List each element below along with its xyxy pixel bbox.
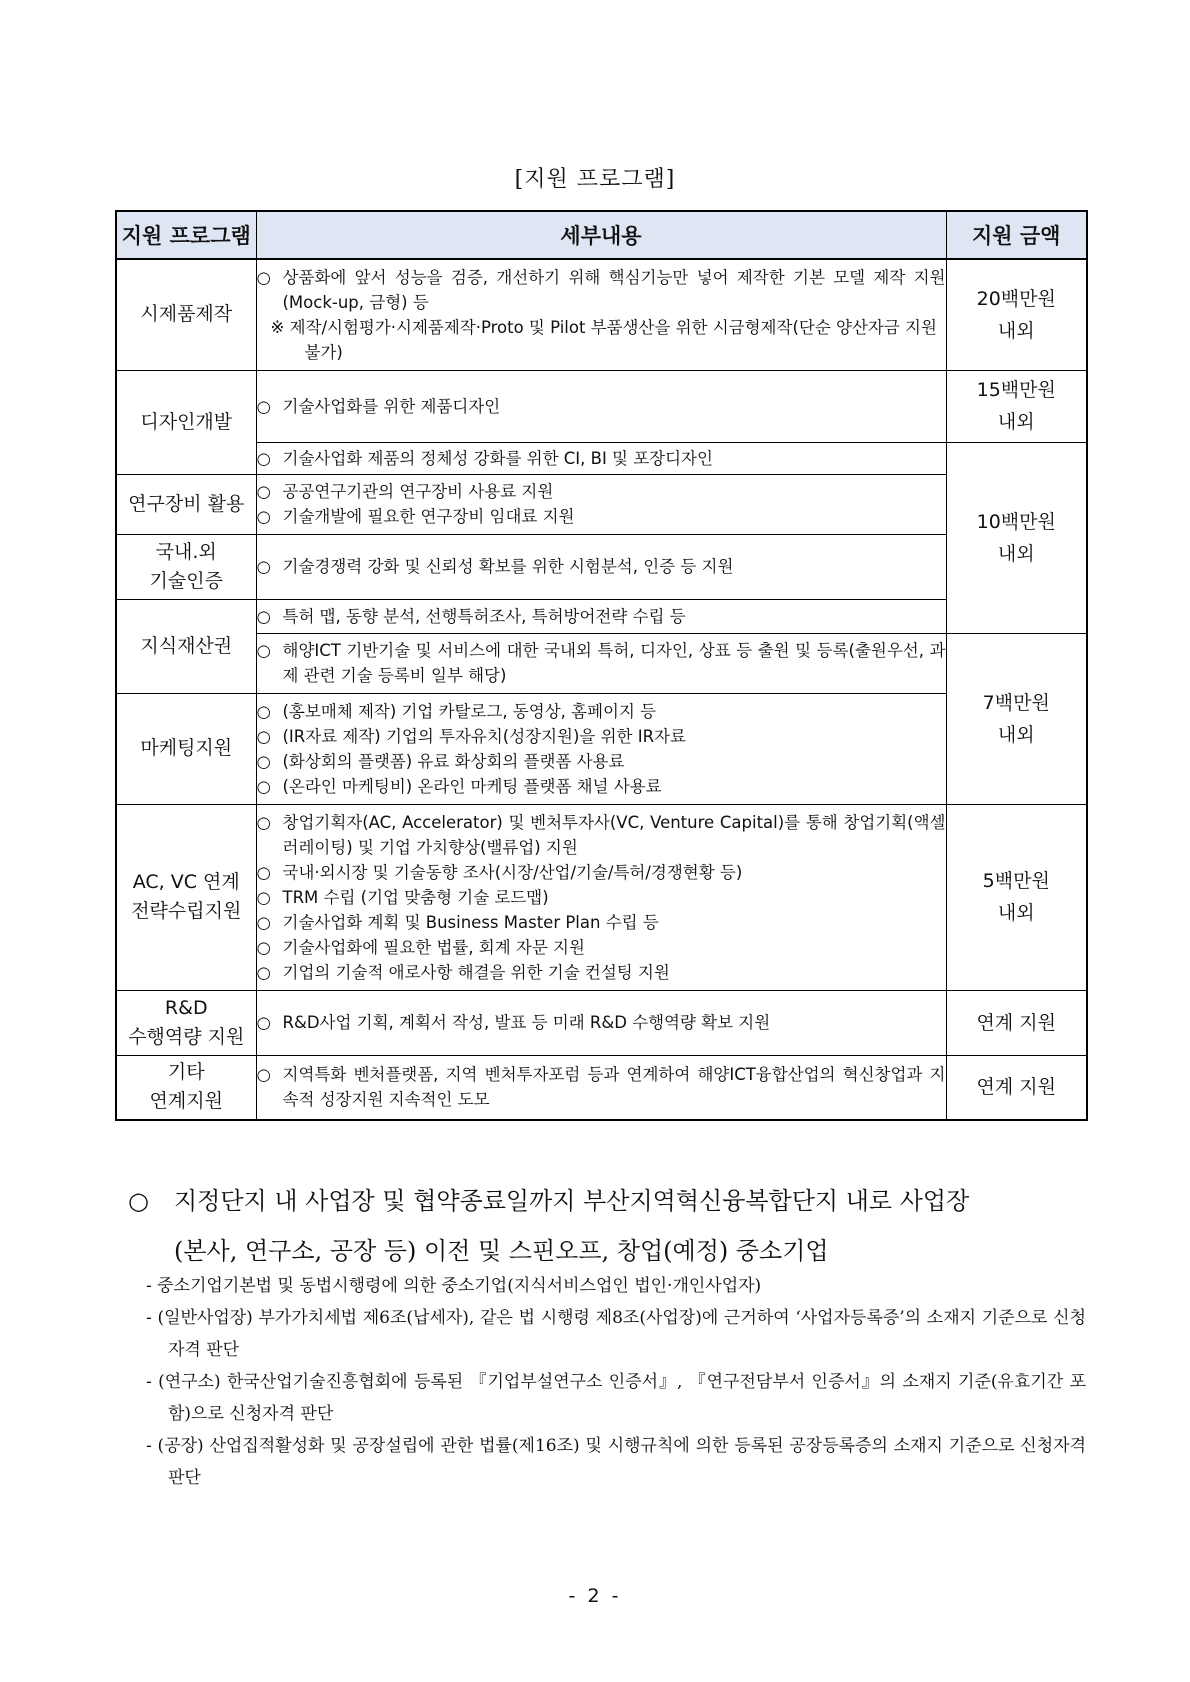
support-amount: 20백만원 내외 [946, 259, 1087, 370]
table-row [116, 474, 1087, 534]
support-amount: 5백만원 내외 [946, 804, 1087, 990]
eligibility-criteria-list [146, 1270, 1086, 1494]
program-details [256, 370, 946, 442]
support-amount: 15백만원 내외 [946, 370, 1087, 442]
program-details [256, 474, 946, 534]
list-item: ○ 상품화에 앞서 성능을 검증, 개선하기 위해 핵심기능만 넣어 제작한 기본 모델 제작 지원(Mock-up, 금형) 등 [257, 265, 946, 315]
list-item: ○ 지역특화 벤처플랫폼, 지역 벤처투자포럼 등과 연계하여 해양ICT융합산업의 혁신창업과 지속적 성장지원 지속적인 도모 [257, 1062, 946, 1112]
program-name: 시제품제작 [116, 259, 256, 370]
list-item: ○ 공공연구기관의 연구장비 사용료 지원 [257, 479, 946, 504]
bullet-circle-icon: ○ [256, 606, 271, 626]
bullet-circle-icon: ○ [256, 1065, 271, 1085]
list-item: ○ 기술사업화에 필요한 법률, 회계 자문 지원 [257, 935, 946, 960]
bullet-circle-icon: ○ [256, 726, 271, 746]
bullet-circle-icon: ○ [256, 482, 271, 501]
program-name: 연구장비 활용 [116, 474, 256, 534]
table-row [116, 442, 1087, 474]
list-item: ○ 국내·외시장 및 기술동향 조사(시장/산업/기술/특허/경쟁현황 등) [257, 860, 946, 885]
bullet-circle-icon: ○ [256, 701, 271, 721]
bullet-circle-icon: ○ [256, 776, 271, 796]
program-name: 국내.외 기술인증 [116, 534, 256, 599]
bullet-circle-icon: ○ [256, 812, 271, 832]
list-item: ○ 창업기획자(AC, Accelerator) 및 벤처투자사(VC, Venture Capital)를 통해 창업기획(액셀러레이팅) 및 기업 가치향상(밸류업) 지원 [257, 810, 946, 860]
list-item: ○ (온라인 마케팅비) 온라인 마케팅 플랫폼 채널 사용료 [257, 774, 946, 799]
table-row [116, 693, 1087, 804]
program-name: AC, VC 연계 전략수립지원 [116, 804, 256, 990]
table-header-row [116, 211, 1087, 259]
table-row [116, 633, 1087, 693]
list-item: ○ 기술경쟁력 강화 및 신뢰성 확보를 위한 시험분석, 인증 등 지원 [257, 554, 946, 579]
bullet-circle-icon: ○ [128, 1187, 149, 1215]
list-item: - (일반사업장) 부가가치세법 제6조(납세자), 같은 법 시행령 제8조(사업장)에 근거하여 ‘사업자등록증’의 소재지 기준으로 신청자격 판단 [146, 1308, 1086, 1360]
header-program: 지원 프로그램 [116, 211, 256, 259]
list-item: ○ 기업의 기술적 애로사항 해결을 위한 기술 컨설팅 지원 [257, 960, 946, 985]
header-details: 세부내용 [256, 211, 946, 259]
bullet-circle-icon: ○ [256, 641, 271, 660]
table-row [116, 370, 1087, 442]
list-item: ○ (IR자료 제작) 기업의 투자유치(성장지원)을 위한 IR자료 [257, 724, 946, 749]
program-name: R&D 수행역량 지원 [116, 990, 256, 1055]
bullet-circle-icon: ○ [256, 557, 271, 576]
bullet-circle-icon: ○ [256, 267, 271, 287]
bullet-circle-icon: ○ [256, 396, 271, 416]
list-item: - 중소기업기본법 및 동법시행령에 의한 중소기업(지식서비스업인 법인·개인사업자) [146, 1276, 762, 1296]
support-amount: 10백만원 내외 [946, 442, 1087, 633]
support-amount: 연계 지원 [946, 990, 1087, 1055]
table-row [116, 990, 1087, 1055]
header-amount: 지원 금액 [946, 211, 1087, 259]
list-item: - (공장) 산업집적활성화 및 공장설립에 관한 법률(제16조) 및 시행규칙에 의한 등록된 공장등록증의 소재지 기준으로 신청자격 판단 [146, 1436, 1086, 1488]
list-item: ○ 기술개발에 필요한 연구장비 임대료 지원 [257, 504, 946, 529]
note-item: ※ 제작/시험평가·시제품제작·Proto 및 Pilot 부품생산을 위한 시금형제작(단순 양산자금 지원 불가) [270, 317, 937, 362]
table-row [116, 534, 1087, 599]
list-item: - (연구소) 한국산업기술진흥협회에 등록된 『기업부설연구소 인증서』, 『연구전담부서 인증서』의 소재지 기준(유효기간 포함)으로 신청자격 판단 [146, 1372, 1086, 1424]
list-item: ○ 해양ICT 기반기술 및 서비스에 대한 국내외 특허, 디자인, 상표 등 출원 및 등록(출원우선, 과제 관련 기술 등록비 일부 해당) [257, 638, 946, 688]
bullet-circle-icon: ○ [256, 962, 271, 982]
list-item: ○ 기술사업화 계획 및 Business Master Plan 수립 등 [257, 910, 946, 935]
program-details [256, 259, 946, 370]
support-amount: 연계 지원 [946, 1055, 1087, 1120]
eligibility-heading: ○ 지정단지 내 사업장 및 협약종료일까지 부산지역혁신융복합단지 내로 사업장 (본사, 연구소, 공장 등) 이전 및 스핀오프, 창업(예정) 중소기업 [128, 1176, 1088, 1276]
table-row [116, 804, 1087, 990]
list-item: ○ 기술사업화 제품의 정체성 강화를 위한 CI, BI 및 포장디자인 [257, 446, 946, 471]
bullet-circle-icon: ○ [256, 1013, 271, 1032]
bullet-circle-icon: ○ [256, 448, 271, 468]
list-item: ○ TRM 수립 (기업 맞춤형 기술 로드맵) [257, 885, 946, 910]
table-row [116, 259, 1087, 370]
program-details [256, 633, 946, 693]
list-item: ○ R&D사업 기획, 계획서 작성, 발표 등 미래 R&D 수행역량 확보 지원 [257, 1010, 946, 1035]
list-item: ○ (화상회의 플랫폼) 유료 화상회의 플랫폼 사용료 [257, 749, 946, 774]
bullet-circle-icon: ○ [256, 507, 271, 526]
program-name: 디자인개발 [116, 370, 256, 474]
page-number: - 2 - [568, 1585, 622, 1607]
program-name: 마케팅지원 [116, 693, 256, 804]
program-details [256, 804, 946, 990]
bullet-circle-icon: ○ [256, 887, 271, 907]
bullet-circle-icon: ○ [256, 862, 271, 882]
program-details [256, 599, 946, 633]
bullet-circle-icon: ○ [256, 937, 271, 957]
bullet-circle-icon: ○ [256, 751, 271, 771]
program-details [256, 534, 946, 599]
program-name: 기타 연계지원 [116, 1055, 256, 1120]
support-amount: 7백만원 내외 [946, 633, 1087, 804]
program-details [256, 442, 946, 474]
list-item: ○ 기술사업화를 위한 제품디자인 [257, 394, 946, 419]
program-details [256, 693, 946, 804]
list-item: ○ (홍보매체 제작) 기업 카탈로그, 동영상, 홈페이지 등 [257, 699, 946, 724]
program-details [256, 990, 946, 1055]
program-name: 지식재산권 [116, 599, 256, 693]
table-row [116, 599, 1087, 633]
support-program-table [115, 210, 1088, 1121]
program-details [256, 1055, 946, 1120]
table-caption: [지원 프로그램] [514, 167, 676, 192]
table-row [116, 1055, 1087, 1120]
bullet-circle-icon: ○ [256, 912, 271, 932]
list-item: ○ 특허 맵, 동향 분석, 선행특허조사, 특허방어전략 수립 등 [257, 604, 946, 629]
